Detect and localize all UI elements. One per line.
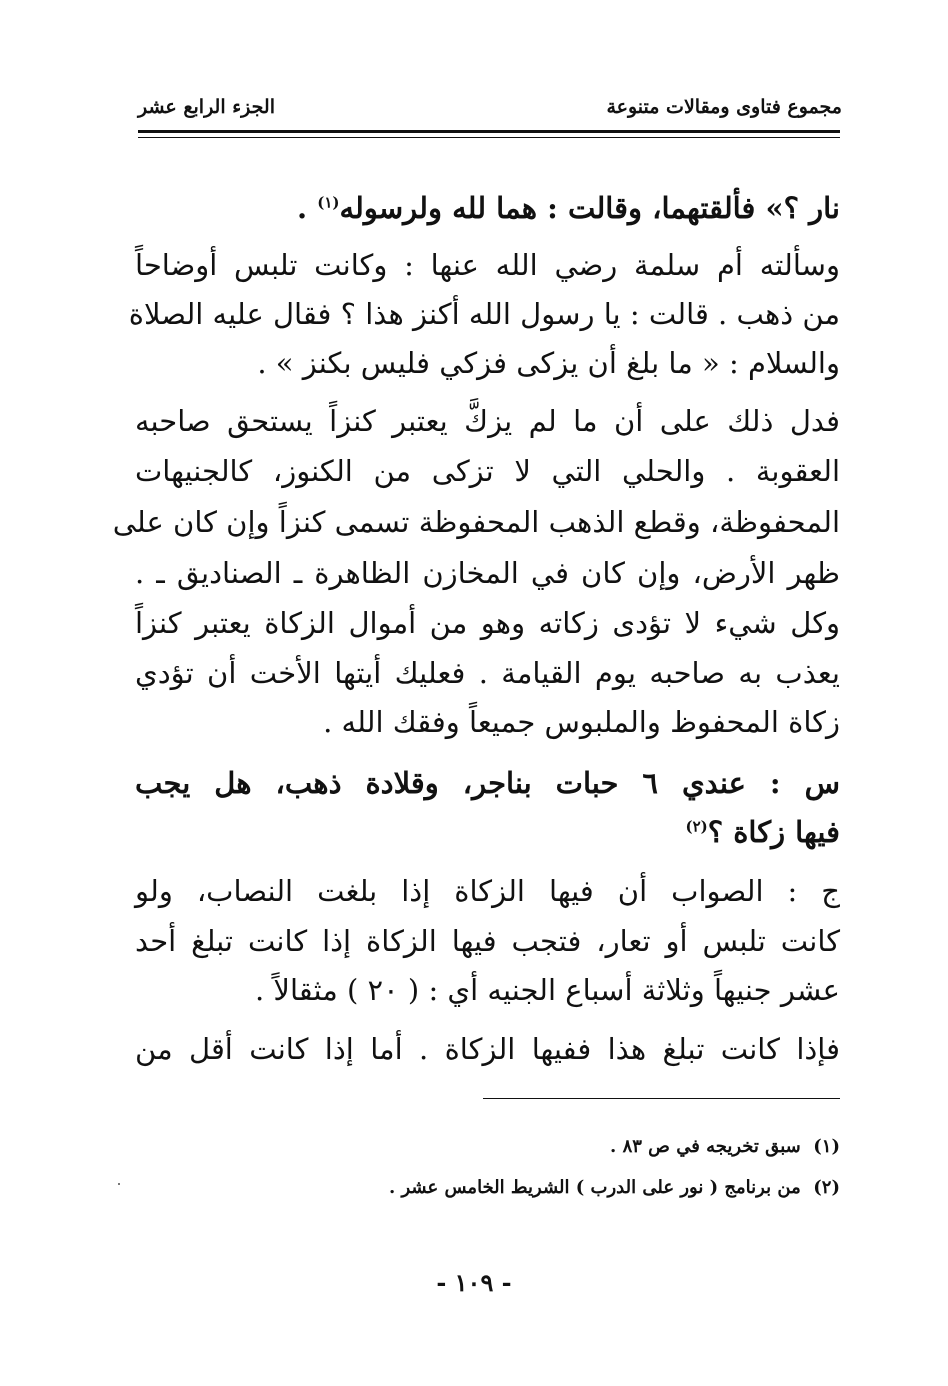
header-rule-thin <box>138 137 840 138</box>
answer-line: عشر جنيهاً وثلاثة أسباع الجنيه أي : ( ٢٠ ) مثقالاً . <box>255 973 840 1007</box>
text-line: فإذا كانت تبلغ هذا ففيها الزكاة . أما إذا كانت أقل من <box>135 1032 840 1066</box>
text-line: ظهر الأرض، وإن كان في المخازن الظاهرة ـ الصناديق ـ . <box>135 556 841 590</box>
question-line: س : عندي ٦ حبات بناجر، وقلادة ذهب، هل يجب <box>135 766 840 800</box>
text-line: من ذهب . قالت : يا رسول الله أكنز هذا ؟ فقال عليه الصلاة <box>128 297 840 331</box>
answer-line: ج : الصواب أن فيها الزكاة إذا بلغت النصاب، ولو <box>135 874 840 908</box>
footnote <box>610 1136 840 1157</box>
footnote-number: (٢) <box>813 1177 840 1198</box>
text-line: نار ؟» فألقتهما، وقالت : هما لله ولرسوله$^{(١)}$ . <box>297 191 840 225</box>
running-header-title: مجموع فتاوى ومقالات متنوعة <box>606 96 842 118</box>
text-line: وكل شيء لا تؤدى زكاته وهو من أموال الزكاة يعتبر كنزاً <box>135 606 840 640</box>
footnote-text: من برنامج ( نور على الدرب ) الشريط الخامس عشر . <box>388 1177 801 1198</box>
footnote-text: سبق تخريجه في ص ٨٣ . <box>610 1136 801 1157</box>
text-line: المحفوظة، وقطع الذهب المحفوظة تسمى كنزاً وإن كان على <box>112 505 840 539</box>
answer-line: كانت تلبس أو تعار، فتجب فيها الزكاة إذا كانت تبلغ أحد <box>135 924 840 958</box>
header-rule-thick <box>138 130 840 133</box>
text-line: فدل ذلك على أن ما لم يزكَّ يعتبر كنزاً يستحق صاحبه <box>135 404 840 438</box>
footnote-ref: (١) <box>317 193 340 212</box>
text-line: العقوبة . والحلي التي لا تزكى من الكنوز، كالجنيهات <box>135 454 840 488</box>
footnote <box>389 1177 840 1198</box>
page-number: - ١٠٩ - <box>436 1268 512 1297</box>
scan-speck <box>118 1183 120 1185</box>
footnote-separator <box>483 1098 840 1099</box>
text-line: يعذب به صاحبه يوم القيامة . فعليك أيتها الأخت أن تؤدي <box>135 656 840 690</box>
footnote-number: (١) <box>813 1136 840 1157</box>
question-line: فيها زكاة ؟$^{(٢)}$ <box>685 815 840 849</box>
footnote-ref: (٢) <box>685 817 708 836</box>
text-line: والسلام : « ما بلغ أن يزكى فزكي فليس بكنز » . <box>257 346 840 380</box>
text-line: زكاة المحفوظ والملبوس جميعاً وفقك الله . <box>323 705 840 739</box>
text-line: وسألته أم سلمة رضي الله عنها : وكانت تلبس أوضاحاً <box>135 248 840 282</box>
running-header-volume: الجزء الرابع عشر <box>138 96 275 118</box>
